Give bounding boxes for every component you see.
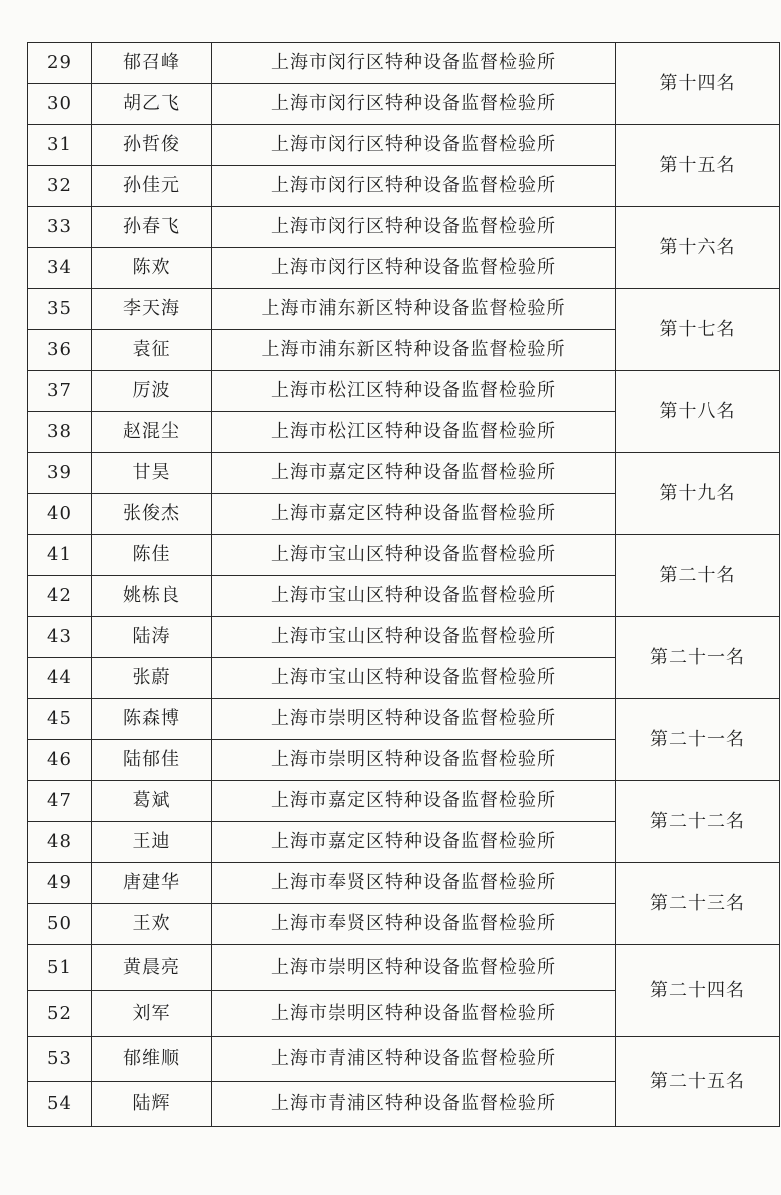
row-number: 32 <box>28 166 92 207</box>
table-row <box>28 207 780 248</box>
person-name: 甘昊 <box>92 453 212 494</box>
row-number: 43 <box>28 617 92 658</box>
organization: 上海市浦东新区特种设备监督检验所 <box>212 330 616 371</box>
person-name: 陆涛 <box>92 617 212 658</box>
organization: 上海市奉贤区特种设备监督检验所 <box>212 904 616 945</box>
table-row <box>28 43 780 84</box>
rank-cell: 第二十四名 <box>616 945 780 1037</box>
organization: 上海市闵行区特种设备监督检验所 <box>212 207 616 248</box>
person-name: 张蔚 <box>92 658 212 699</box>
organization: 上海市浦东新区特种设备监督检验所 <box>212 289 616 330</box>
person-name: 刘军 <box>92 991 212 1037</box>
row-number: 47 <box>28 781 92 822</box>
table-row <box>28 289 780 330</box>
row-number: 53 <box>28 1037 92 1082</box>
organization: 上海市嘉定区特种设备监督检验所 <box>212 494 616 535</box>
row-number: 37 <box>28 371 92 412</box>
organization: 上海市崇明区特种设备监督检验所 <box>212 740 616 781</box>
organization: 上海市嘉定区特种设备监督检验所 <box>212 453 616 494</box>
person-name: 孙佳元 <box>92 166 212 207</box>
person-name: 姚栋良 <box>92 576 212 617</box>
person-name: 王迪 <box>92 822 212 863</box>
row-number: 41 <box>28 535 92 576</box>
row-number: 34 <box>28 248 92 289</box>
person-name: 王欢 <box>92 904 212 945</box>
row-number: 49 <box>28 863 92 904</box>
person-name: 张俊杰 <box>92 494 212 535</box>
row-number: 54 <box>28 1082 92 1127</box>
organization: 上海市崇明区特种设备监督检验所 <box>212 991 616 1037</box>
organization: 上海市嘉定区特种设备监督检验所 <box>212 822 616 863</box>
row-number: 51 <box>28 945 92 991</box>
rank-cell: 第二十五名 <box>616 1037 780 1127</box>
organization: 上海市宝山区特种设备监督检验所 <box>212 576 616 617</box>
table-row <box>28 617 780 658</box>
person-name: 赵混尘 <box>92 412 212 453</box>
organization: 上海市闵行区特种设备监督检验所 <box>212 166 616 207</box>
table-row <box>28 1037 780 1082</box>
table-row <box>28 863 780 904</box>
row-number: 42 <box>28 576 92 617</box>
person-name: 胡乙飞 <box>92 84 212 125</box>
person-name: 孙春飞 <box>92 207 212 248</box>
rank-cell: 第二十一名 <box>616 617 780 699</box>
person-name: 孙哲俊 <box>92 125 212 166</box>
rank-cell: 第二十名 <box>616 535 780 617</box>
person-name: 陆辉 <box>92 1082 212 1127</box>
organization: 上海市宝山区特种设备监督检验所 <box>212 535 616 576</box>
row-number: 45 <box>28 699 92 740</box>
row-number: 35 <box>28 289 92 330</box>
person-name: 黄晨亮 <box>92 945 212 991</box>
person-name: 陈佳 <box>92 535 212 576</box>
organization: 上海市奉贤区特种设备监督检验所 <box>212 863 616 904</box>
row-number: 50 <box>28 904 92 945</box>
organization: 上海市闵行区特种设备监督检验所 <box>212 125 616 166</box>
table-row <box>28 535 780 576</box>
ranking-table <box>27 42 780 1127</box>
organization: 上海市松江区特种设备监督检验所 <box>212 371 616 412</box>
rank-cell: 第十七名 <box>616 289 780 371</box>
person-name: 厉波 <box>92 371 212 412</box>
organization: 上海市闵行区特种设备监督检验所 <box>212 43 616 84</box>
row-number: 31 <box>28 125 92 166</box>
rank-cell: 第二十一名 <box>616 699 780 781</box>
row-number: 29 <box>28 43 92 84</box>
person-name: 郁召峰 <box>92 43 212 84</box>
organization: 上海市崇明区特种设备监督检验所 <box>212 699 616 740</box>
organization: 上海市青浦区特种设备监督检验所 <box>212 1037 616 1082</box>
person-name: 郁维顺 <box>92 1037 212 1082</box>
organization: 上海市宝山区特种设备监督检验所 <box>212 617 616 658</box>
organization: 上海市闵行区特种设备监督检验所 <box>212 84 616 125</box>
person-name: 陆郁佳 <box>92 740 212 781</box>
table-row <box>28 945 780 991</box>
organization: 上海市崇明区特种设备监督检验所 <box>212 945 616 991</box>
person-name: 陈森博 <box>92 699 212 740</box>
row-number: 38 <box>28 412 92 453</box>
rank-cell: 第十八名 <box>616 371 780 453</box>
organization: 上海市宝山区特种设备监督检验所 <box>212 658 616 699</box>
person-name: 袁征 <box>92 330 212 371</box>
rank-cell: 第十九名 <box>616 453 780 535</box>
row-number: 52 <box>28 991 92 1037</box>
table-row <box>28 371 780 412</box>
table-row <box>28 453 780 494</box>
table-row <box>28 781 780 822</box>
person-name: 陈欢 <box>92 248 212 289</box>
organization: 上海市青浦区特种设备监督检验所 <box>212 1082 616 1127</box>
table-row <box>28 125 780 166</box>
row-number: 48 <box>28 822 92 863</box>
row-number: 40 <box>28 494 92 535</box>
person-name: 唐建华 <box>92 863 212 904</box>
person-name: 李天海 <box>92 289 212 330</box>
row-number: 30 <box>28 84 92 125</box>
rank-cell: 第十六名 <box>616 207 780 289</box>
organization: 上海市松江区特种设备监督检验所 <box>212 412 616 453</box>
table-row <box>28 699 780 740</box>
row-number: 33 <box>28 207 92 248</box>
rank-cell: 第二十三名 <box>616 863 780 945</box>
rank-cell: 第十四名 <box>616 43 780 125</box>
rank-cell: 第二十二名 <box>616 781 780 863</box>
person-name: 葛斌 <box>92 781 212 822</box>
organization: 上海市闵行区特种设备监督检验所 <box>212 248 616 289</box>
rank-cell: 第十五名 <box>616 125 780 207</box>
row-number: 36 <box>28 330 92 371</box>
row-number: 39 <box>28 453 92 494</box>
organization: 上海市嘉定区特种设备监督检验所 <box>212 781 616 822</box>
row-number: 46 <box>28 740 92 781</box>
row-number: 44 <box>28 658 92 699</box>
